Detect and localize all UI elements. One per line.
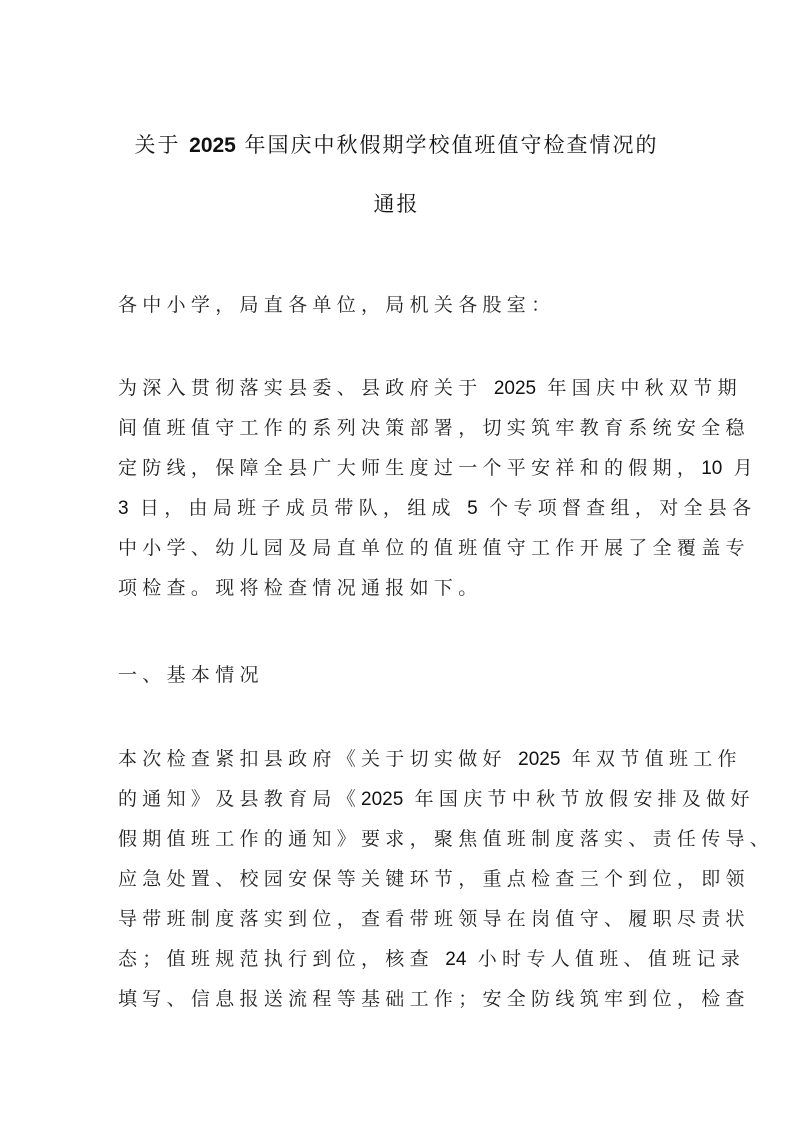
paragraph-line [118,827,775,851]
paragraph-line [118,867,750,891]
number: 2025 [361,789,404,810]
section-heading: 一、基本情况 [118,664,264,686]
text: 项检查。现将检查情况通报如下。 [118,577,483,599]
number: 2025 [518,749,561,770]
text: 导带班制度落实到位，查看带班领导在岗值守、履职尽责状 [118,908,750,930]
text: 应急处置、校园安保等关键环节，重点检查三个到位，即领 [118,868,750,890]
title-text: 关于 [134,133,190,157]
title-line-2 [100,175,693,233]
text: 年双节值班工作 [560,748,742,770]
number: 3 [118,498,129,519]
document-title [100,116,693,233]
text: 小时专人值班、值班记录 [466,948,746,970]
text: 间值班值守工作的系列决策部署，切实筑牢教育系统安全稳 [118,417,750,439]
text: 中小学、幼儿园及局直单位的值班值守工作开展了全覆盖专 [118,537,750,559]
paragraph-line [118,376,742,401]
paragraph-line [118,416,750,440]
salutation: 各中小学，局直各单位，局机关各股室： [118,294,556,316]
number: 24 [445,949,467,970]
text: 日，由局班子成员带队，组成 [128,497,468,519]
paragraph-line [118,456,758,481]
title-text: 通报 [373,192,420,216]
text: 个专项督查组，对全县各 [477,497,757,519]
text: 本次检查紧扣县政府《关于切实做好 [118,748,519,770]
text: 为深入贯彻落实县委、县政府关于 [118,377,494,399]
text: 的通知》及县教育局《 [118,788,362,810]
text: 填写、信息报送流程等基础工作；安全防线筑牢到位，检查 [118,988,750,1010]
paragraph-line [118,787,755,812]
title-year: 2025 [189,134,236,157]
title-line-1 [100,116,693,175]
text: 定防线，保障全县广大师生度过一个平安祥和的假期， [118,457,702,479]
text: 态；值班规范执行到位，核查 [118,948,446,970]
paragraph-line [118,576,678,600]
text: 年国庆节中秋节放假安排及做好 [403,788,755,810]
paragraph-line [118,536,750,560]
paragraph-line [118,907,750,931]
number: 10 [701,458,723,479]
paragraph-line [118,496,757,521]
text: 年国庆中秋双节期 [536,377,742,399]
paragraph-line [118,987,750,1011]
text: 月 [722,457,758,479]
paragraph-line [118,747,742,772]
paragraph-line [118,947,746,972]
number: 2025 [493,378,537,399]
text: 假期值班工作的通知》要求，聚焦值班制度落实、责任传导、 [118,828,775,850]
title-text: 年国庆中秋假期学校值班值守检查情况的 [235,133,659,157]
number: 5 [467,498,478,519]
